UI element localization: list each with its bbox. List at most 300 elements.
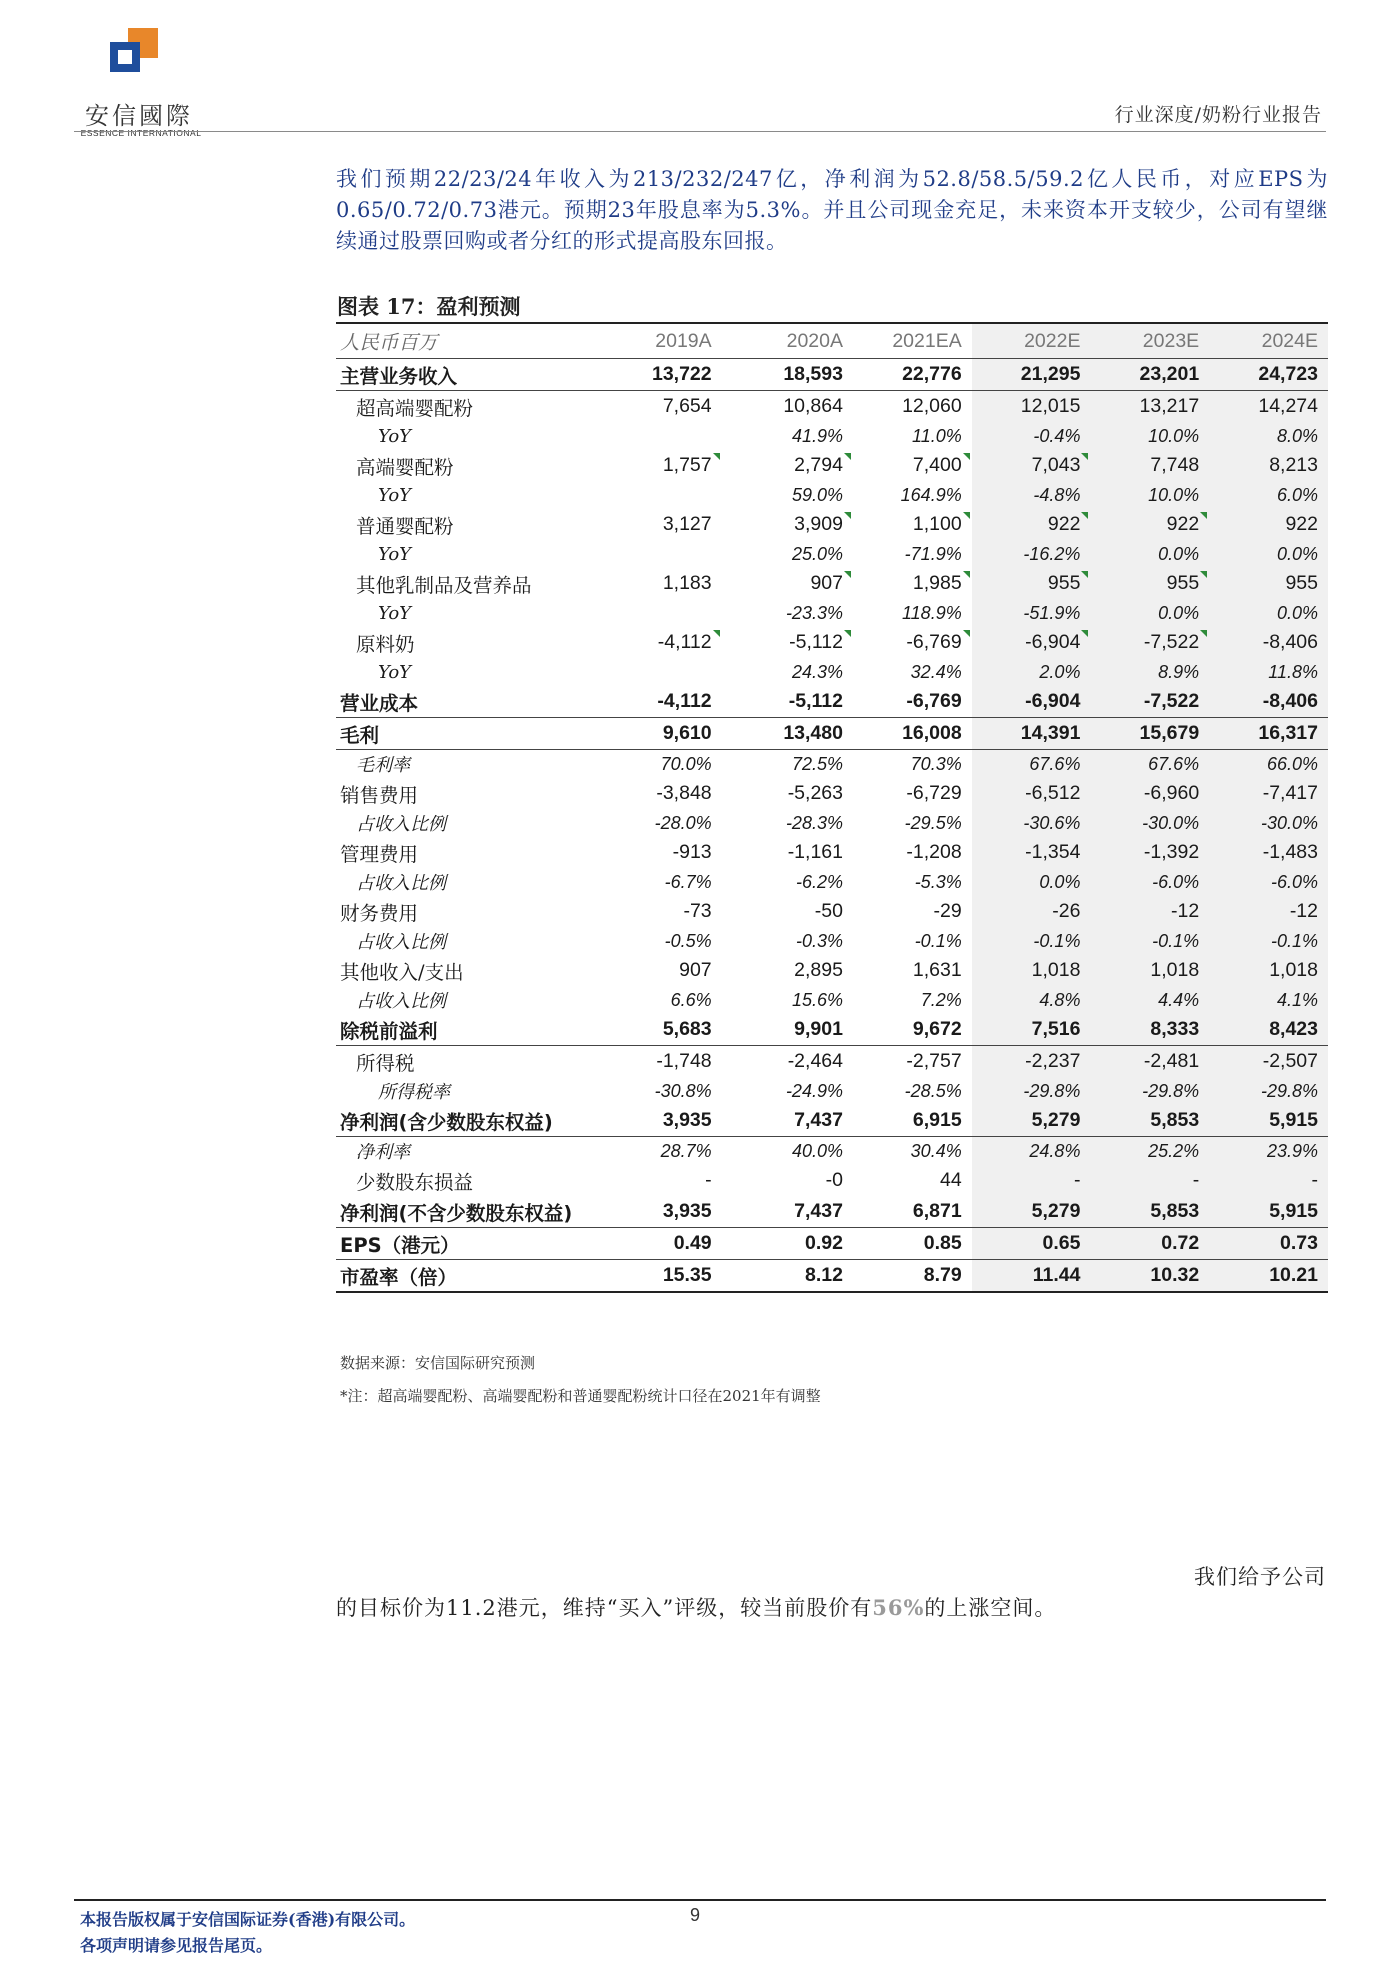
table-cell <box>853 1228 972 1260</box>
cell-value: -5.3% <box>914 871 962 892</box>
table-cell <box>972 509 1091 540</box>
figure-title: 图表 17：盈利预测 <box>337 294 521 319</box>
table-row <box>336 658 1328 686</box>
cell-value: 59.0% <box>791 484 843 505</box>
row-label: 主营业务收入 <box>336 359 590 391</box>
cell-value: 1,757 <box>662 454 712 476</box>
table-cell <box>1090 1228 1209 1260</box>
cell-value: 67.6% <box>1148 753 1200 774</box>
conclusion-text-a: 的目标价为11.2港元，维持“买入”评级，较当前股价有 <box>336 1596 873 1620</box>
table-row <box>336 778 1328 809</box>
table-cell <box>590 837 721 868</box>
table-cell <box>1090 540 1209 568</box>
cell-value: -4,112 <box>657 631 712 653</box>
table-cell <box>972 1137 1091 1166</box>
table-cell <box>972 1105 1091 1137</box>
year-header: 2021EA <box>853 323 972 359</box>
cell-value: -0.1% <box>914 930 962 951</box>
table-cell <box>1209 1165 1328 1196</box>
table-cell <box>1209 1014 1328 1046</box>
row-label: 除税前溢利 <box>336 1014 590 1046</box>
table-cell <box>853 1260 972 1293</box>
table-cell <box>590 896 721 927</box>
cell-value: 0.0% <box>1158 543 1200 564</box>
table-cell <box>853 391 972 423</box>
cell-value: -50 <box>814 900 843 922</box>
table-header-row <box>336 323 1328 359</box>
cell-value: 10.32 <box>1150 1264 1200 1286</box>
table-cell <box>1090 1105 1209 1137</box>
table-cell <box>722 955 853 986</box>
table-cell <box>1090 599 1209 627</box>
table-cell <box>853 540 972 568</box>
table-cell <box>590 450 721 481</box>
cell-value: 7,516 <box>1031 1018 1081 1040</box>
table-cell <box>1209 627 1328 658</box>
cell-value: 9,610 <box>662 722 712 744</box>
row-label: 毛利率 <box>356 755 410 776</box>
company-logo <box>74 28 204 138</box>
cell-value: 7,437 <box>794 1109 843 1131</box>
table-cell <box>853 1014 972 1046</box>
cell-value: 9,901 <box>794 1018 843 1040</box>
cell-value: -71.9% <box>904 543 962 564</box>
cell-value: 23,201 <box>1139 363 1200 385</box>
cell-value: 0.65 <box>1042 1232 1081 1254</box>
row-label: 占收入比例 <box>356 991 446 1012</box>
cell-value: 0.85 <box>923 1232 962 1254</box>
cell-value: 32.4% <box>910 661 962 682</box>
cell-value: 10.21 <box>1269 1264 1318 1286</box>
cell-value: -23.3% <box>785 602 843 623</box>
table-cell <box>1090 927 1209 955</box>
table-cell <box>1090 568 1209 599</box>
table-cell <box>590 809 721 837</box>
cell-value: 0.72 <box>1161 1232 1200 1254</box>
comment-flag-icon <box>1081 453 1088 460</box>
table-cell <box>722 686 853 718</box>
table-cell <box>972 868 1091 896</box>
copyright-notice: 本报告版权属于安信国际证券(香港)有限公司。 <box>80 1910 416 1929</box>
table-cell <box>1090 778 1209 809</box>
cell-value: 3,935 <box>662 1109 712 1131</box>
table-cell <box>1209 718 1328 750</box>
cell-value: - <box>1192 1169 1200 1191</box>
cell-value: 14,391 <box>1020 722 1081 744</box>
table-cell <box>590 778 721 809</box>
table-cell <box>722 809 853 837</box>
row-label: YoY <box>378 602 412 624</box>
table-cell <box>972 1077 1091 1105</box>
table-cell <box>1209 568 1328 599</box>
cell-value: -28.3% <box>785 812 843 833</box>
cell-value: 955 <box>1285 572 1318 594</box>
cell-value: 13,480 <box>783 722 843 744</box>
year-header: 2020A <box>722 323 853 359</box>
cell-value: -2,237 <box>1025 1050 1081 1072</box>
cell-value: -4.8% <box>1033 484 1081 505</box>
table-cell <box>722 750 853 779</box>
cell-value: 44 <box>940 1169 962 1191</box>
table-cell <box>722 1165 853 1196</box>
row-label: 销售费用 <box>340 783 419 807</box>
cell-value: -6,904 <box>1025 631 1081 653</box>
table-cell <box>590 1260 721 1293</box>
cell-value: 22,776 <box>902 363 962 385</box>
cell-value: 5,853 <box>1150 1109 1200 1131</box>
table-cell <box>853 686 972 718</box>
cell-value: 1,018 <box>1269 959 1318 981</box>
cell-value: 955 <box>1166 572 1200 594</box>
year-header: 2022E <box>972 323 1091 359</box>
page-number: 9 <box>690 1905 701 1925</box>
table-cell <box>722 450 853 481</box>
table-row <box>336 391 1328 423</box>
year-header: 2024E <box>1209 323 1328 359</box>
cell-value: 3,935 <box>662 1200 712 1222</box>
table-cell <box>1090 658 1209 686</box>
cell-value: -12 <box>1289 900 1318 922</box>
table-cell <box>722 568 853 599</box>
cell-value: 8.0% <box>1276 425 1318 446</box>
row-label: YoY <box>378 425 412 447</box>
table-cell <box>972 718 1091 750</box>
table-cell <box>1090 868 1209 896</box>
table-cell <box>1090 359 1209 391</box>
conclusion-text-b: 的上涨空间。 <box>924 1596 1057 1620</box>
table-cell <box>722 509 853 540</box>
cell-value: -0 <box>825 1169 843 1191</box>
cell-value: -913 <box>672 841 712 863</box>
cell-value: 1,018 <box>1150 959 1200 981</box>
cell-value: -0.1% <box>1270 930 1318 951</box>
table-cell <box>1090 809 1209 837</box>
cell-value: 72.5% <box>791 753 843 774</box>
table-cell <box>1090 481 1209 509</box>
header-divider <box>74 131 1326 132</box>
row-label: EPS（港元） <box>336 1228 590 1260</box>
table-cell <box>853 481 972 509</box>
table-cell <box>590 627 721 658</box>
table-cell <box>1090 1165 1209 1196</box>
table-row <box>336 359 1328 391</box>
cell-value: - <box>1311 1169 1318 1191</box>
table-row <box>336 1228 1328 1260</box>
table-cell <box>590 509 721 540</box>
table-cell <box>972 1228 1091 1260</box>
unit-label: 人民币百万 <box>336 323 590 359</box>
table-cell <box>1090 1196 1209 1228</box>
comment-flag-icon <box>713 630 720 637</box>
table-cell <box>722 1196 853 1228</box>
cell-value: -1,483 <box>1262 841 1318 863</box>
cell-value: -6,512 <box>1025 782 1081 804</box>
cell-value: 14,274 <box>1258 395 1318 417</box>
cell-value: -7,417 <box>1262 782 1318 804</box>
table-cell <box>853 750 972 779</box>
table-cell <box>853 658 972 686</box>
row-label: YoY <box>378 543 412 565</box>
table-cell <box>972 568 1091 599</box>
table-cell <box>722 481 853 509</box>
table-cell <box>853 627 972 658</box>
table-row <box>336 509 1328 540</box>
cell-value: -28.0% <box>654 812 712 833</box>
logo-text-en: ESSENCE INTERNATIONAL <box>80 128 202 138</box>
cell-value: 3,127 <box>662 513 712 535</box>
table-row <box>336 750 1328 779</box>
table-cell <box>590 1046 721 1078</box>
table-cell <box>972 1260 1091 1293</box>
cell-value: 12,060 <box>902 395 962 417</box>
table-cell <box>972 627 1091 658</box>
cell-value: 7,748 <box>1150 454 1200 476</box>
table-cell <box>853 359 972 391</box>
cell-value: 3,909 <box>794 513 843 535</box>
cell-value: 15,679 <box>1139 722 1200 744</box>
cell-value: -30.0% <box>1260 812 1318 833</box>
comment-flag-icon <box>1081 630 1088 637</box>
comment-flag-icon <box>1081 571 1088 578</box>
cell-value: 6,915 <box>912 1109 962 1131</box>
row-label: 净利润(不含少数股东权益) <box>336 1196 590 1228</box>
table-cell <box>590 1137 721 1166</box>
cell-value: -28.5% <box>904 1080 962 1101</box>
table-cell <box>1090 718 1209 750</box>
comment-flag-icon <box>1200 571 1207 578</box>
row-label: 净利润(含少数股东权益) <box>336 1105 590 1137</box>
cell-value: 28.7% <box>660 1140 712 1161</box>
cell-value: 16,008 <box>902 722 962 744</box>
cell-value: 1,985 <box>912 572 962 594</box>
table-cell <box>722 599 853 627</box>
table-cell <box>972 540 1091 568</box>
table-cell <box>590 359 721 391</box>
row-label: 超高端婴配粉 <box>356 396 474 420</box>
table-cell <box>853 1137 972 1166</box>
cell-value: -29.5% <box>904 812 962 833</box>
cell-value: 5,915 <box>1269 1109 1318 1131</box>
cell-value: -6.7% <box>664 871 712 892</box>
cell-value: -24.9% <box>785 1080 843 1101</box>
cell-value: 5,853 <box>1150 1200 1200 1222</box>
table-row <box>336 1165 1328 1196</box>
table-footnote: *注：超高端婴配粉、高端婴配粉和普通婴配粉统计口径在2021年有调整 <box>340 1387 821 1405</box>
table-row <box>336 896 1328 927</box>
comment-flag-icon <box>844 571 851 578</box>
cell-value: 4.4% <box>1158 989 1200 1010</box>
cell-value: 70.3% <box>910 753 962 774</box>
cell-value: 15.6% <box>791 989 843 1010</box>
table-cell <box>972 599 1091 627</box>
table-cell <box>1209 1228 1328 1260</box>
cell-value: -3,848 <box>656 782 712 804</box>
comment-flag-icon <box>1200 630 1207 637</box>
table-cell <box>1090 896 1209 927</box>
table-cell <box>853 868 972 896</box>
row-label: 市盈率（倍） <box>336 1260 590 1293</box>
table-cell <box>853 927 972 955</box>
table-cell <box>1209 809 1328 837</box>
conclusion-line-2 <box>336 1592 1056 1622</box>
cell-value: -2,464 <box>787 1050 843 1072</box>
comment-flag-icon <box>963 453 970 460</box>
table-cell <box>722 359 853 391</box>
table-cell <box>1209 599 1328 627</box>
table-cell <box>1209 686 1328 718</box>
cell-value: -5,112 <box>789 631 843 653</box>
table-cell <box>590 1196 721 1228</box>
table-cell <box>972 750 1091 779</box>
cell-value: 7,654 <box>662 395 712 417</box>
cell-value: 7,043 <box>1031 454 1081 476</box>
cell-value: 922 <box>1047 513 1081 535</box>
cell-value: -26 <box>1052 900 1081 922</box>
table-cell <box>1090 1014 1209 1046</box>
table-cell <box>1209 658 1328 686</box>
cell-value: -6.2% <box>795 871 843 892</box>
table-cell <box>722 627 853 658</box>
table-row <box>336 481 1328 509</box>
table-row <box>336 1137 1328 1166</box>
cell-value: 12,015 <box>1020 395 1081 417</box>
comment-flag-icon <box>844 630 851 637</box>
table-cell <box>722 422 853 450</box>
table-row <box>336 1196 1328 1228</box>
table-cell <box>853 986 972 1014</box>
table-cell <box>1090 450 1209 481</box>
cell-value: 66.0% <box>1266 753 1318 774</box>
table-cell <box>1209 1196 1328 1228</box>
cell-value: 0.73 <box>1280 1232 1318 1254</box>
upside-percent: 56% <box>872 1595 925 1620</box>
table-cell <box>1090 837 1209 868</box>
cell-value: -6.0% <box>1270 871 1318 892</box>
table-cell <box>1209 1137 1328 1166</box>
table-cell <box>853 896 972 927</box>
cell-value: 955 <box>1047 572 1081 594</box>
table-cell <box>590 568 721 599</box>
cell-value: 24,723 <box>1258 363 1318 385</box>
year-header: 2019A <box>590 323 721 359</box>
table-cell <box>1209 750 1328 779</box>
cell-value: 18,593 <box>783 363 843 385</box>
table-cell <box>853 1046 972 1078</box>
cell-value: 2,895 <box>794 959 843 981</box>
cell-value: -2,757 <box>906 1050 962 1072</box>
table-cell <box>853 955 972 986</box>
cell-value: -7,522 <box>1143 690 1200 712</box>
table-cell <box>972 1196 1091 1228</box>
row-label: 净利率 <box>356 1142 410 1163</box>
table-row <box>336 868 1328 896</box>
cell-value: -51.9% <box>1023 602 1081 623</box>
comment-flag-icon <box>844 453 851 460</box>
cell-value: -0.5% <box>664 930 712 951</box>
table-row <box>336 1046 1328 1078</box>
logo-mark-icon <box>110 28 158 74</box>
cell-value: 0.0% <box>1276 543 1318 564</box>
cell-value: 16,317 <box>1258 722 1318 744</box>
row-label: 其他乳制品及营养品 <box>356 573 532 597</box>
table-cell <box>1090 509 1209 540</box>
cell-value: -1,748 <box>656 1050 712 1072</box>
cell-value: 8,423 <box>1269 1018 1318 1040</box>
cell-value: -7,522 <box>1143 631 1200 653</box>
row-label: 原料奶 <box>356 632 415 656</box>
table-cell <box>853 837 972 868</box>
table-cell <box>972 927 1091 955</box>
table-cell <box>972 658 1091 686</box>
cell-value: 13,722 <box>651 363 712 385</box>
table-cell <box>1090 750 1209 779</box>
table-cell <box>972 391 1091 423</box>
cell-value: 30.4% <box>910 1140 962 1161</box>
table-cell <box>1209 481 1328 509</box>
table-cell <box>1209 450 1328 481</box>
table-cell <box>853 599 972 627</box>
table-cell <box>1209 422 1328 450</box>
table-row <box>336 927 1328 955</box>
cell-value: 40.0% <box>791 1140 843 1161</box>
table-cell <box>853 450 972 481</box>
table-cell <box>1209 540 1328 568</box>
cell-value: -0.3% <box>795 930 843 951</box>
table-row <box>336 986 1328 1014</box>
table-row <box>336 568 1328 599</box>
cell-value: 0.92 <box>805 1232 843 1254</box>
comment-flag-icon <box>963 512 970 519</box>
table-cell <box>722 658 853 686</box>
table-cell <box>722 1014 853 1046</box>
table-cell <box>1209 896 1328 927</box>
table-cell <box>1209 837 1328 868</box>
table-cell <box>722 778 853 809</box>
cell-value: 8.79 <box>923 1264 962 1286</box>
table-row <box>336 955 1328 986</box>
year-header: 2023E <box>1090 323 1209 359</box>
table-cell <box>590 1228 721 1260</box>
table-cell <box>722 927 853 955</box>
table-cell <box>590 1105 721 1137</box>
cell-value: 2,794 <box>794 454 843 476</box>
table-cell <box>1090 1077 1209 1105</box>
data-source: 数据来源：安信国际研究预测 <box>340 1354 536 1372</box>
row-label: 普通婴配粉 <box>356 514 454 538</box>
comment-flag-icon <box>963 630 970 637</box>
table-row <box>336 809 1328 837</box>
cell-value: -6,960 <box>1143 782 1200 804</box>
cell-value: -1,392 <box>1143 841 1200 863</box>
table-cell <box>722 1228 853 1260</box>
table-cell <box>972 450 1091 481</box>
cell-value: 8,333 <box>1150 1018 1200 1040</box>
table-cell <box>590 481 721 509</box>
cell-value: -1,161 <box>787 841 843 863</box>
cell-value: 0.49 <box>673 1232 712 1254</box>
table-cell <box>1209 509 1328 540</box>
table-cell <box>972 809 1091 837</box>
cell-value: -6,904 <box>1025 690 1081 712</box>
table-cell <box>590 1014 721 1046</box>
table-cell <box>972 1046 1091 1078</box>
intro-paragraph: 我们预期22/23/24年收入为213/232/247亿，净利润为52.8/58.5/59.2亿人民币，对应EPS为0.65/0.72/0.73港元。预期23年股息率为5.3%。并且公司现金充足，未来资本开支较少，公司有望继续通过股票回购或者分红的形式提高股东回报。 <box>336 167 1328 253</box>
row-label: 所得税率 <box>378 1082 450 1103</box>
table-cell <box>722 986 853 1014</box>
table-row <box>336 599 1328 627</box>
cell-value: 6,871 <box>912 1200 962 1222</box>
table-cell <box>722 1077 853 1105</box>
